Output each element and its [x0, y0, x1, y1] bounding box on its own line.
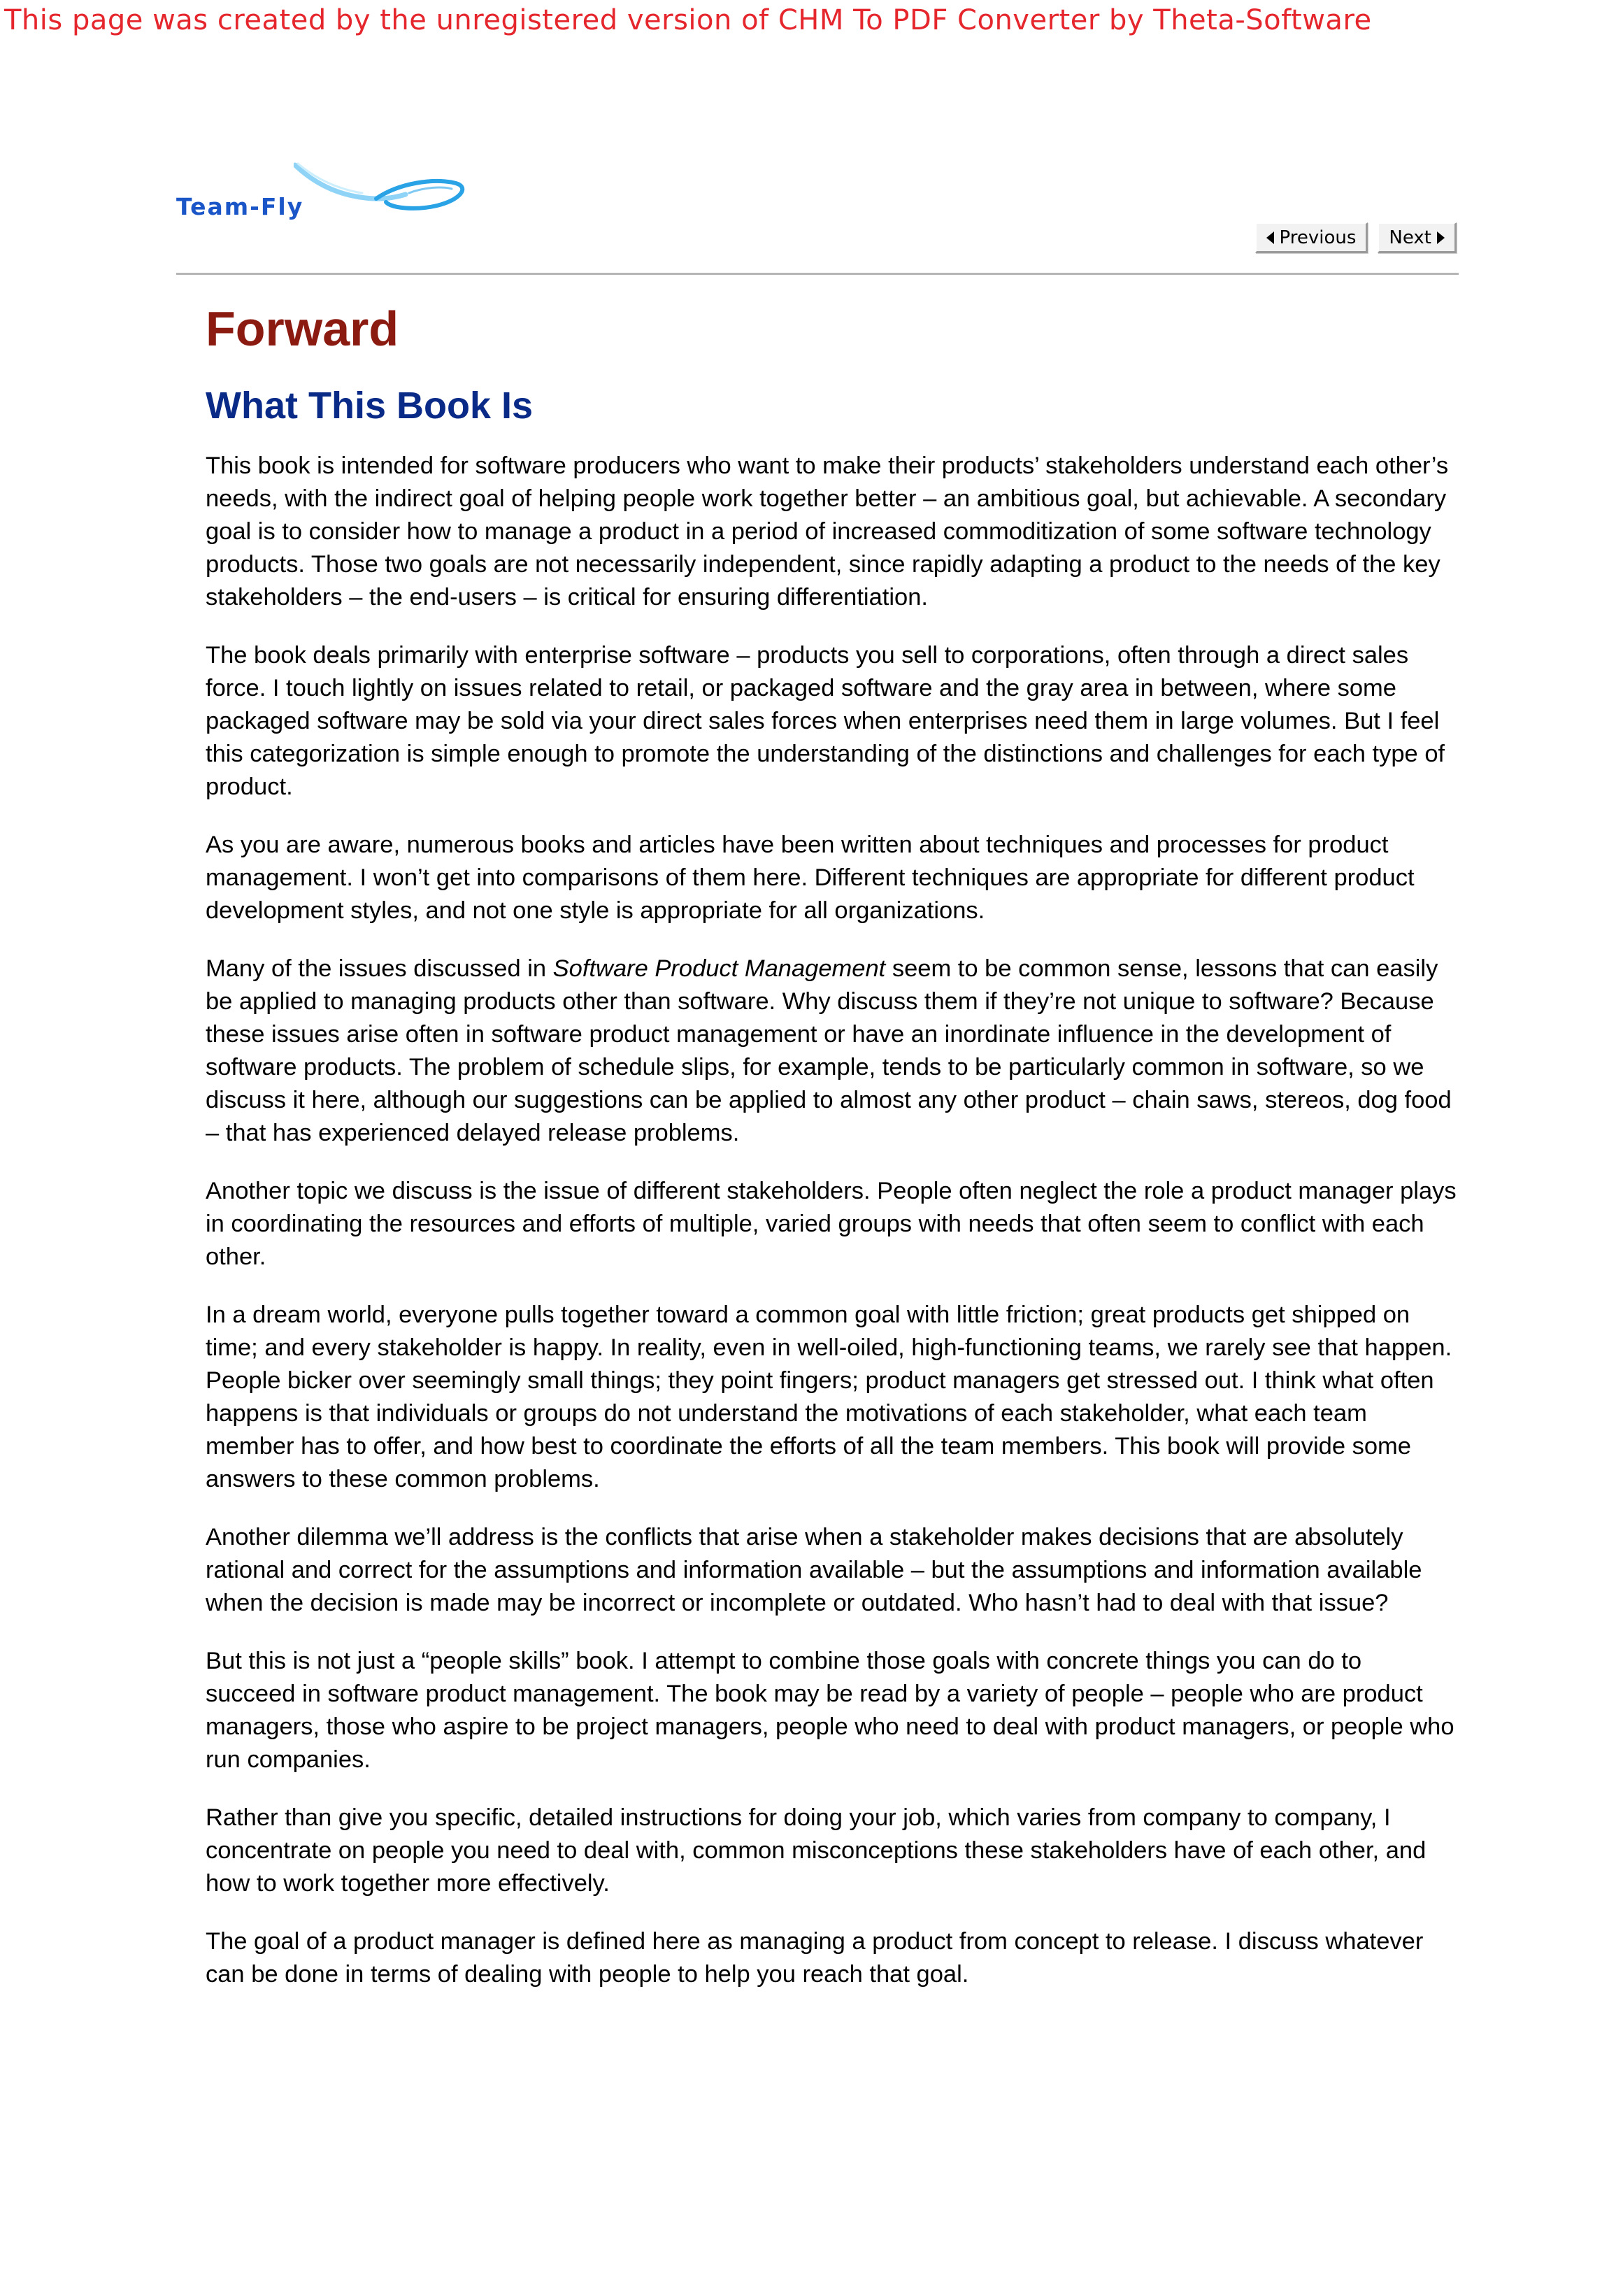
- paragraph-text: seem to be common sense, lessons that can easily be applied to managing products other than software. Why discuss them if they’re not unique to software? Because these issues arise often in software product management or have an inordinate influence in the development of software products. The problem of schedule slips, for example, tends to be particularly common in software, so we discuss it here, although our suggestions can be applied to almost any other product – chain saws, stereos, dog food – that has experienced delayed release problems.: [206, 955, 1452, 1146]
- previous-label: Previous: [1279, 227, 1357, 248]
- paragraph: Another topic we discuss is the issue of different stakeholders. People often neglect the role a product manager plays in coordinating the resources and efforts of multiple, varied groups with needs that often seem to conflict with each other.: [206, 1177, 1457, 1270]
- paragraph: The goal of a product manager is defined here as managing a product from concept to release. I discuss whatever can be done in terms of dealing with people to help you reach that goal.: [206, 1927, 1424, 1988]
- previous-button[interactable]: [1255, 222, 1368, 253]
- article-content: [206, 294, 1457, 2016]
- next-label: Next: [1389, 227, 1431, 248]
- next-button[interactable]: [1378, 222, 1457, 253]
- paragraph: But this is not just a “people skills” book. I attempt to combine those goals with concrete things you can do to succeed in software product management. The book may be read by a variety of people – people who are product managers, those who aspire to be project managers, people who need to deal with product managers, or people who run companies.: [206, 1647, 1454, 1773]
- paragraph: Another dilemma we’ll address is the conflicts that arise when a stakeholder makes decisions that are absolutely rational and correct for the assumptions and information available – but the assumptions and information available when the decision is made may be incorrect or incomplete or outdated. Who hasn’t had to deal with that issue?: [206, 1523, 1422, 1616]
- paragraph-text: Many of the issues discussed in: [206, 955, 553, 982]
- header-divider: [176, 273, 1459, 275]
- paragraph: [206, 953, 1457, 1150]
- paragraph: Rather than give you specific, detailed instructions for doing your job, which varies from company to company, I concentrate on people you need to deal with, common misconceptions these stakeholders have of each other, and how to work together more effectively.: [206, 1804, 1427, 1897]
- arrow-left-icon: [1266, 231, 1274, 244]
- paragraph: This book is intended for software producers who want to make their products’ stakeholders understand each other’s needs, with the indirect goal of helping people work together better – an ambitious goal, but achievable. A secondary goal is to consider how to manage a product in a period of increased commoditization of some software technology products. Those two goals are not necessarily independent, since rapidly adapting a product to the needs of the key stakeholders – the end-users – is critical for ensuring differentiation.: [206, 452, 1449, 611]
- arrow-right-icon: [1437, 231, 1445, 244]
- section-heading: What This Book Is: [206, 384, 534, 427]
- page-title: Forward: [206, 301, 399, 356]
- converter-watermark: This page was created by the unregistered version of CHM To PDF Converter by Theta-Software: [4, 4, 1372, 36]
- paragraph: The book deals primarily with enterprise software – products you sell to corporations, often through a direct sales force. I touch lightly on issues related to retail, or packaged software and the gray area in between, where some packaged software may be sold via your direct sales forces when enterprises need them in large volumes. But I feel this categorization is simple enough to promote the understanding of the distinctions and challenges for each type of product.: [206, 641, 1445, 800]
- swoosh-icon: [294, 162, 469, 218]
- logo-text: Team-Fly: [176, 193, 304, 220]
- paragraph: In a dream world, everyone pulls together toward a common goal with little friction; great products get shipped on time; and every stakeholder is happy. In reality, even in well-oiled, high-functioning teams, we rarely see that happen. People bicker over seemingly small things; they point fingers; product managers get stressed out. I think what often happens is that individuals or groups do not understand the motivations of each stakeholder, what each team member has to offer, and how best to coordinate the efforts of all the team members. This book will provide some answers to these common problems.: [206, 1301, 1452, 1492]
- page-navigation: [1255, 222, 1457, 253]
- book-title-italic: Software Product Management: [552, 955, 886, 982]
- team-fly-logo[interactable]: [176, 162, 470, 232]
- paragraph: As you are aware, numerous books and articles have been written about techniques and processes for product management. I won’t get into comparisons of them here. Different techniques are appropriate for different product development styles, and not one style is appropriate for all organizations.: [206, 831, 1415, 924]
